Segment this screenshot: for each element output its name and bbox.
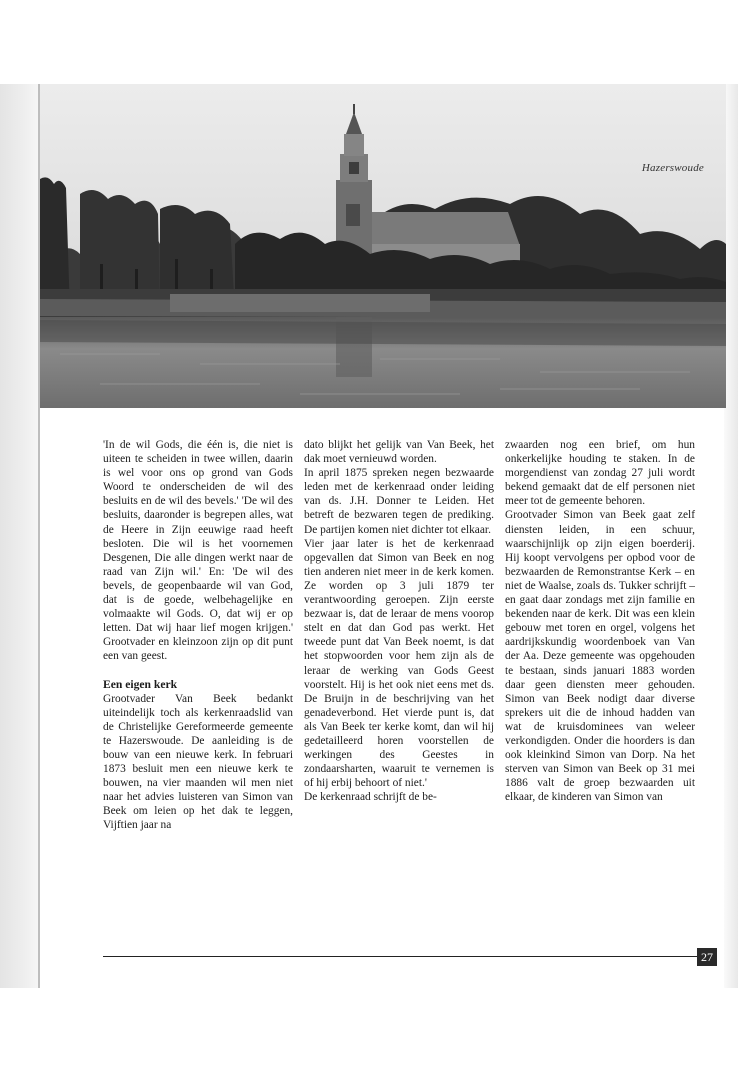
church-photo-illustration: [40, 84, 726, 408]
footer-rule: [103, 956, 697, 957]
page-edge-right: [724, 84, 738, 988]
column3-paragraph: Grootvader Simon van Beek gaat zelf diensten leiden, in een schuur, waarschijnlijk op zijn eigen boerderij. Hij koopt vervolgens per opbod voor de bezwaarden de Remonstrantse Kerk – en niet de Waalse, zoals ds. Tukker schrijft – en gaat daar zondags met zijn familie en bekenden naar de kerk. Dit was een klein gebouw met toren en orgel, volgens het aardrijkskundig woordenboek van Van der Aa. Deze gemeente was opgehouden te bestaan, sinds januari 1883 worden daar geen diensten meer gehouden. Simon van Beek nodigt daar diverse sprekers uit die de inhoud hadden van wat de kruisdominees van weleer verkondigden. Onder die hoorders is dan ook kleinkind Simon van Dorp. Na het sterven van Simon van Beek op 31 mei 1886 valt de groep bezwaarden uit elkaar, de kinderen van Simon van: [505, 509, 695, 804]
column1-paragraph: 'In de wil Gods, die één is, die niet is uiteen te scheiden in twee willen, daarin is wel voor ons op grond van Gods Woord te onderscheiden de wil des besluits en de wil des bevels.' 'De wil des besluits, daaronder is begrepen alles, wat de Heere in Zijn eeuwige raad heeft besloten. Die wil is het voornemen Desgenen, Die alle dingen werkt naar de raad van Zijn wil.' En: 'De wil des bevels, de geopenbaarde wil van God, dat is de goede, welbehagelijke en volmaakte wil Gods. O, dat wij er op letten. Dat wij haar lief mogen krijgen.' Grootvader en kleinzoon zijn op dit punt een van geest.: [103, 439, 293, 663]
column2-paragraph: Vier jaar later is het de kerkenraad opgevallen dat Simon van Beek en nog tien anderen niet meer in de kerk komen. Ze worden op 3 juli 1879 ter verantwoording geroepen. Zijn eerste bezwaar is, dat de leraar de mens voorop stelt en dat dan God pas werkt. Het tweede punt dat Van Beek noemt, is dat het stopwoorden voor hem zijn als de leraar de werking van Gods Geest voorstelt. Hij is het ook niet eens met ds. De Bruijn in de beschrijving van het genadeverbond. Het vierde punt is, dat als Van Beek ter kerke komt, dan wil hij gedetailleerd horen voorstellen de werkingen des Geestes in zondaarsharten, waaruit te vernemen is of hij erbij behoort of niet.': [304, 537, 494, 790]
section-heading: Een eigen kerk: [103, 677, 178, 691]
text-column-3: [505, 438, 695, 804]
text-column-1: [103, 438, 293, 833]
church-photo: [40, 84, 726, 408]
column2-paragraph: De kerkenraad schrijft de be-: [304, 791, 437, 804]
page-number: 27: [697, 948, 717, 966]
page-gutter-shadow: [0, 84, 40, 988]
photo-caption: Hazerswoude: [641, 162, 704, 174]
column1-paragraph: Grootvader Van Beek bedankt uiteindelijk toch als kerkenraadslid van de Christelijke Gereformeerde gemeente te Hazerswoude. De aanleiding is de bouw van een nieuwe kerk. In februari 1873 besluit men een nieuwe kerk te bouwen, na vier maanden wil men niet naar het advies luisteren van Simon van Beek om leien op het dak te leggen, Vijftien jaar na: [103, 692, 293, 832]
column2-paragraph: dato blijkt het gelijk van Van Beek, het dak moet vernieuwd worden.: [304, 439, 494, 466]
column3-paragraph: zwaarden nog een brief, om hun onkerkelijke houding te staken. In de morgendienst van zondag 27 juli wordt bekend gemaakt dat de elf personen niet meer tot de gemeente behoren.: [505, 439, 695, 508]
column2-paragraph: In april 1875 spreken negen bezwaarde leden met de kerkenraad onder leiding van ds. J.H. Donner te Leiden. Het betreft de bezwaren tegen de prediking. De partijen komen niet dichter tot elkaar.: [304, 467, 494, 536]
text-column-2: [304, 438, 494, 804]
